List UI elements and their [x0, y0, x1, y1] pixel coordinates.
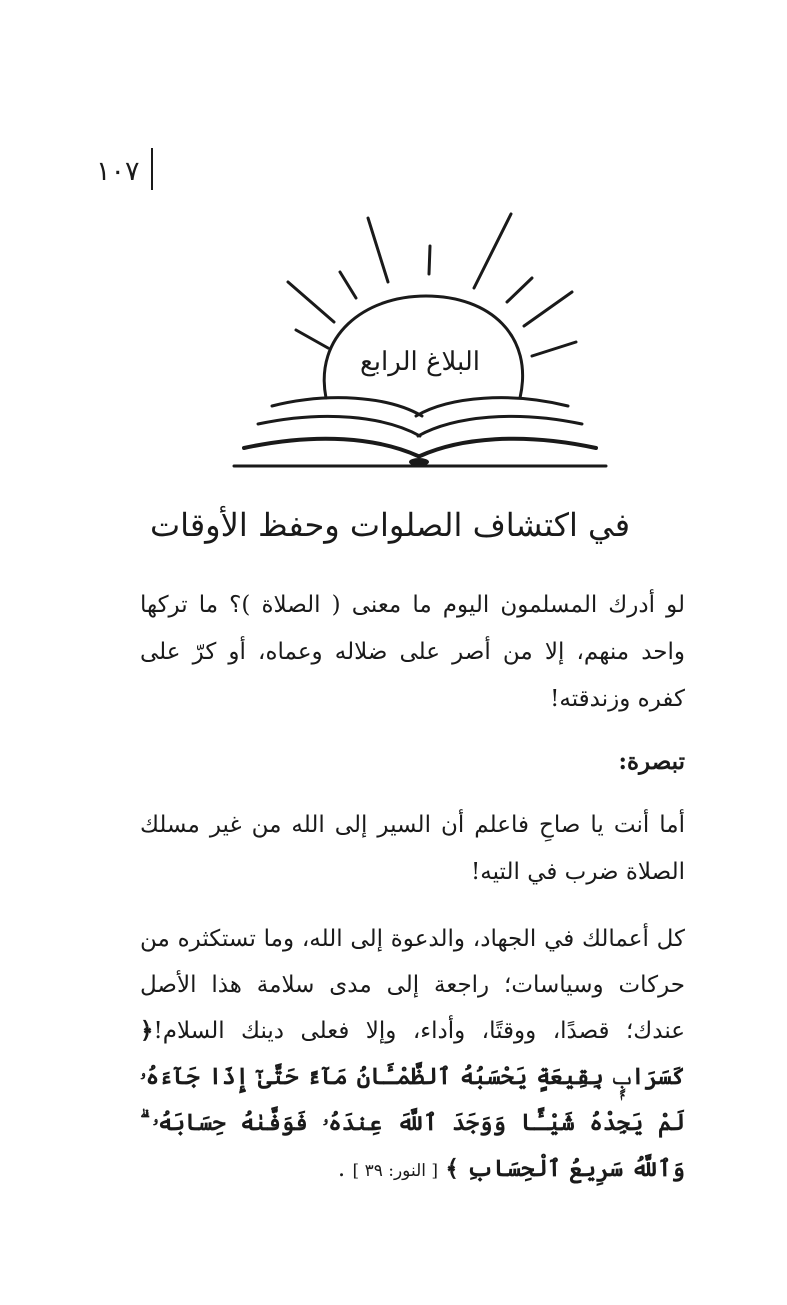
emblem-title: البلاغ الرابع	[359, 347, 481, 377]
paragraph-3	[140, 916, 685, 1194]
paragraph-1: لو أدرك المسلمون اليوم ما معنى ( الصلاة )؟ ما تركها واحد منهم، إلا من أصر على ضلاله وعماه، أو كرّ على كفره وزندقته!	[140, 592, 685, 712]
quran-verse: ﴿ كَسَرَابٍۭ بِقِيعَةٍ يَحْسَبُهُ ٱلظَّمْـَٔانُ مَآءً حَتَّىٰٓ إِذَا جَآءَهُۥ لَمْ يَجِدْهُ شَيْـًٔا وَوَجَدَ ٱللَّهَ عِندَهُۥ فَوَفَّىٰهُ حِسَابَهُۥ ۗ وَٱللَّهُ سَرِيعُ ٱلْحِسَابِ ﴾	[140, 1017, 685, 1182]
chapter-title: في اكتشاف الصلوات وحفظ الأوقات	[150, 506, 630, 544]
verse-citation: [ النور: ٣٩ ]	[352, 1161, 439, 1181]
citation-period: .	[337, 1156, 346, 1182]
page-number: ١٠٧	[96, 156, 140, 187]
chapter-emblem	[228, 210, 612, 480]
paragraph-3-text: كل أعمالك في الجهاد، والدعوة إلى الله، وما تستكثره من حركات وسياسات؛ راجعة إلى مدى سلامة هذا الأصل عندك؛ قصدًا، ووقتًا، وأداء، وإلا فعلى دينك السلام!	[140, 926, 685, 1044]
paragraph-2: أما أنت يا صاحِ فاعلم أن السير إلى الله من غير مسلك الصلاة ضرب في التيه!	[140, 812, 685, 885]
section-heading: تبصرة:	[618, 748, 685, 775]
page-number-rule	[151, 148, 153, 190]
